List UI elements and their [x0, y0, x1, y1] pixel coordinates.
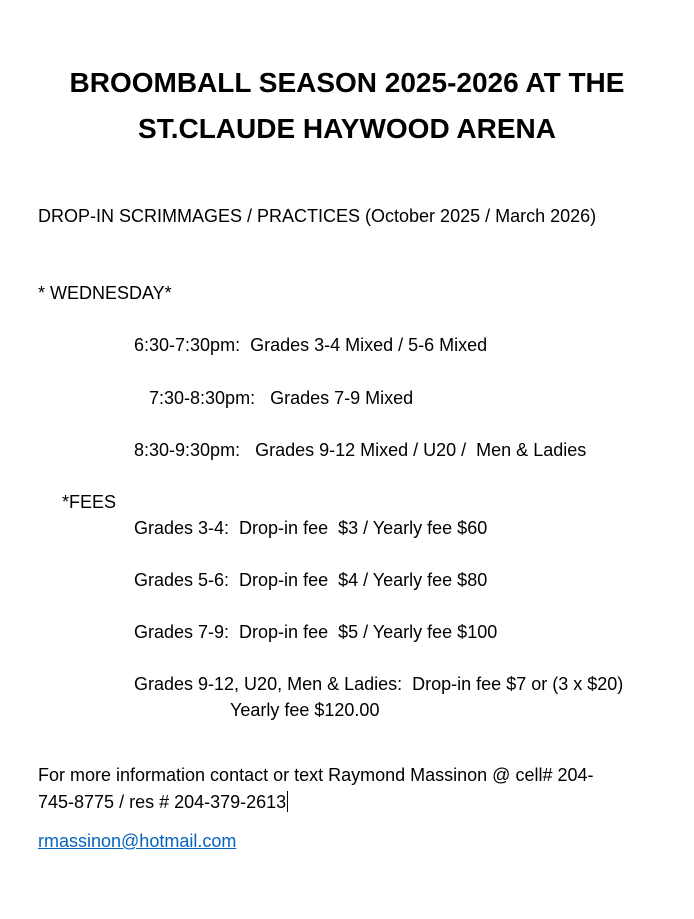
day-heading: * WEDNESDAY*: [38, 283, 172, 303]
email-line: [38, 830, 236, 852]
contact-line-1: For more information contact or text Raymond Massinon @ cell# 204-: [38, 765, 594, 785]
subheading: DROP-IN SCRIMMAGES / PRACTICES (October 2025 / March 2026): [38, 206, 597, 226]
schedule-line: 8:30-9:30pm: Grades 9-12 Mixed / U20 / Men & Ladies: [134, 440, 587, 460]
schedule-line: 7:30-8:30pm: Grades 7-9 Mixed: [149, 388, 414, 408]
fee-line: Grades 9-12, U20, Men & Ladies: Drop-in fee $7 or (3 x $20): [134, 674, 624, 694]
fees-heading: *FEES: [62, 492, 117, 512]
text-cursor: [287, 791, 288, 812]
fee-line-yearly: Yearly fee $120.00: [230, 700, 380, 720]
fee-line: Grades 5-6: Drop-in fee $4 / Yearly fee $80: [134, 570, 488, 590]
document-title-line-2: ST.CLAUDE HAYWOOD ARENA: [138, 113, 556, 144]
fee-line: Grades 3-4: Drop-in fee $3 / Yearly fee $60: [134, 518, 488, 538]
fee-line: Grades 7-9: Drop-in fee $5 / Yearly fee $100: [134, 622, 498, 642]
email-link[interactable]: rmassinon@hotmail.com: [38, 831, 237, 851]
schedule-line: 6:30-7:30pm: Grades 3-4 Mixed / 5-6 Mixed: [134, 335, 488, 355]
contact-line-2: 745-8775 / res # 204-379-2613: [38, 792, 287, 812]
contact-line-2-wrapper: [38, 791, 288, 813]
document-title-line-1: BROOMBALL SEASON 2025-2026 AT THE: [69, 67, 625, 98]
